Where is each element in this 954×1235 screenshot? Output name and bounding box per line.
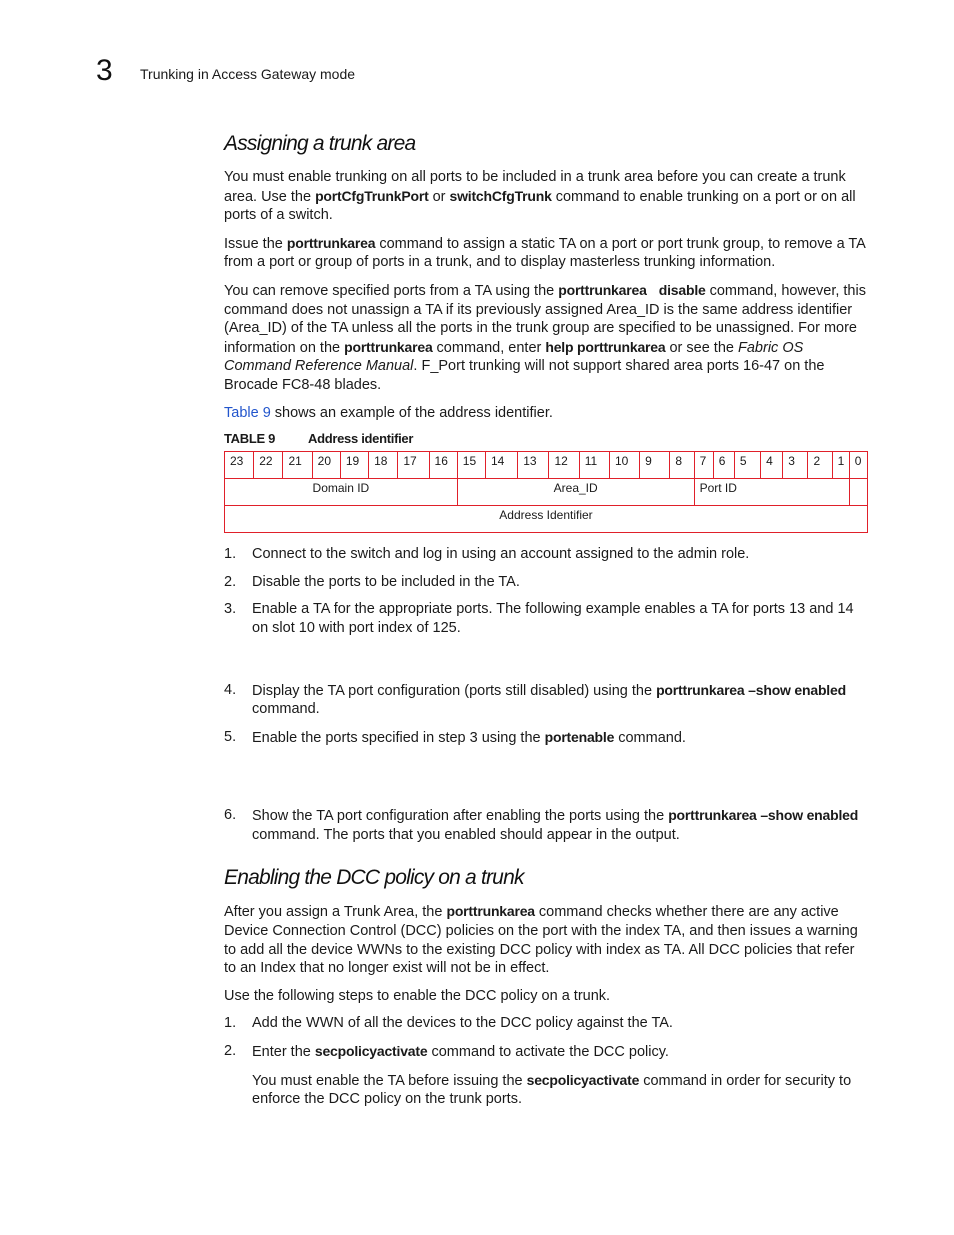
table-title: Address identifier — [308, 431, 414, 447]
bit-cell: 22 — [254, 452, 283, 479]
bit-cell: 13 — [518, 452, 549, 479]
step-text: Show the TA port configuration after enabling the ports using the — [252, 808, 669, 825]
page-content — [224, 130, 869, 1118]
step-text: command. The ports that you enabled should appear in the output. — [252, 826, 680, 843]
list-item — [224, 1014, 869, 1033]
text: or — [428, 188, 450, 205]
command-name: portenable — [544, 728, 615, 745]
step-number: 3. — [224, 601, 237, 618]
text: You must enable the TA before issuing the — [252, 1072, 527, 1089]
field-row — [225, 479, 868, 506]
bit-cell: 10 — [609, 452, 639, 479]
section-heading-assigning-trunk-area: Assigning a trunk area — [224, 132, 416, 155]
section-heading-enabling-dcc-policy: Enabling the DCC policy on a trunk — [224, 866, 524, 890]
text: command to enable trunking on a port or on all ports of a switch. — [224, 188, 856, 224]
text: shows an example of the address identifier. — [270, 404, 553, 421]
procedure-steps — [224, 545, 869, 844]
step-number: 2. — [224, 1043, 237, 1060]
text: command to assign a static TA on a port or port trunk group, to remove a TA from a port or group of ports in a trunk, and to display masterless trunking information. — [224, 235, 866, 271]
text: After you assign a Trunk Area, the — [224, 904, 447, 921]
paragraph: Use the following steps to enable the DCC policy on a trunk. — [224, 987, 611, 1004]
chapter-number: 3 — [96, 54, 113, 87]
step-text: Enable a TA for the appropriate ports. The following example enables a TA for ports 13 and 14 on slot 10 with port index of 125. — [252, 601, 854, 636]
bit-cell: 19 — [340, 452, 368, 479]
bit-cell: 18 — [369, 452, 398, 479]
step-text: Add the WWN of all the devices to the DCC policy against the TA. — [252, 1015, 673, 1032]
text: . F_Port trunking will not support shared area ports 16-47 on the Brocade FC8-48 blades. — [224, 358, 825, 393]
table-9-link[interactable]: Table 9 — [224, 404, 271, 421]
step-text: command. — [614, 729, 686, 746]
step-text: Disable the ports to be included in the TA. — [252, 573, 520, 590]
command-name: porttrunkarea — [446, 903, 535, 920]
spacer — [224, 756, 869, 806]
paragraph — [224, 234, 869, 272]
command-name: help porttrunkarea — [545, 338, 666, 355]
paragraph — [224, 404, 869, 423]
step-number: 4. — [224, 681, 237, 698]
command-name: secpolicyactivate — [526, 1071, 640, 1088]
table-number: TABLE 9 — [224, 431, 276, 447]
paragraph — [224, 168, 869, 225]
step-number: 1. — [224, 1015, 237, 1032]
manual-reference: Fabric OS Command Reference Manual — [224, 339, 804, 375]
bit-cell: 16 — [429, 452, 457, 479]
text: command, enter — [432, 339, 546, 356]
command-name: porttrunkarea –show enabled — [656, 681, 846, 698]
spacer — [224, 647, 869, 681]
bit-cell: 14 — [485, 452, 517, 479]
address-row — [225, 506, 868, 533]
command-name: portCfgTrunkPort — [315, 187, 429, 204]
command-name: switchCfgTrunk — [449, 187, 552, 204]
step-number: 6. — [224, 807, 237, 824]
bit-cell: 8 — [670, 452, 694, 479]
list-item — [224, 600, 869, 637]
step-text: command to activate the DCC policy. — [427, 1044, 669, 1061]
bit-cell: 20 — [312, 452, 340, 479]
step-number: 2. — [224, 573, 237, 590]
command-name: porttrunkarea — [558, 281, 647, 298]
bit-cell: 3 — [783, 452, 808, 479]
bit-cell: 12 — [549, 452, 579, 479]
bit-cell: 7 — [694, 452, 713, 479]
command-name: porttrunkarea — [286, 234, 376, 251]
bit-cell: 1 — [832, 452, 849, 479]
bit-cell: 11 — [579, 452, 609, 479]
bit-cell: 6 — [713, 452, 734, 479]
step-text: Display the TA port configuration (ports still disabled) using the — [252, 682, 657, 699]
text: command, however, this command does not unassign a TA if its previously assigned Area_ID is the same address identifier (Area_ID) of the TA unless all the ports in the trunk group are specified to be unassigned. For more information on the — [224, 282, 866, 356]
table-caption — [224, 431, 869, 446]
command-option: disable — [658, 281, 706, 298]
command-name: secpolicyactivate — [314, 1043, 428, 1060]
step-text: command. — [252, 701, 320, 718]
command-name: porttrunkarea –show enabled — [668, 807, 859, 824]
empty-cell — [849, 479, 867, 506]
step-text: Connect to the switch and log in using an account assigned to the admin role. — [252, 546, 750, 563]
command-name: porttrunkarea — [344, 338, 433, 355]
list-item — [224, 1042, 869, 1062]
domain-id-cell: Domain ID — [225, 479, 458, 506]
text: You must enable trunking on all ports to be included in a trunk area before you can create a trunk area. Use the — [224, 169, 846, 205]
bit-cell: 9 — [640, 452, 670, 479]
bit-cell: 4 — [761, 452, 783, 479]
paragraph — [224, 902, 869, 977]
bit-cell: 5 — [734, 452, 760, 479]
list-item — [224, 545, 869, 564]
chapter-title: Trunking in Access Gateway mode — [140, 66, 356, 82]
address-identifier-cell: Address Identifier — [225, 506, 868, 533]
bit-cell: 23 — [225, 452, 254, 479]
list-item — [224, 728, 869, 748]
text: You can remove specified ports from a TA using the — [224, 282, 559, 299]
list-item — [224, 806, 869, 844]
port-id-cell: Port ID — [694, 479, 849, 506]
text: command checks whether there are any active Device Connection Control (DCC) policies on the port with the index TA, and then issues a warning to add all the device WWNs to the existing DCC policy with index as TA. All DCC policies that refer to an Index that no longer exist will not be in effect. — [224, 904, 858, 977]
area-id-cell: Area_ID — [457, 479, 694, 506]
bit-cell: 15 — [457, 452, 485, 479]
step-text: Enable the ports specified in step 3 using the — [252, 729, 545, 746]
address-identifier-table — [224, 451, 868, 533]
step-number: 5. — [224, 728, 237, 745]
bit-row — [225, 452, 868, 479]
text: or see the — [665, 339, 738, 356]
paragraph — [224, 281, 869, 395]
bit-cell: 2 — [808, 452, 832, 479]
bit-cell: 21 — [283, 452, 312, 479]
text: command in order for security to enforce the DCC policy on the trunk ports. — [252, 1072, 852, 1108]
step-number: 1. — [224, 546, 237, 563]
note-paragraph — [224, 1071, 869, 1109]
bit-cell: 17 — [398, 452, 429, 479]
bit-cell: 0 — [849, 452, 867, 479]
list-item — [224, 681, 869, 719]
step-text: Enter the — [252, 1044, 315, 1061]
text: Issue the — [224, 235, 287, 252]
list-item — [224, 573, 869, 592]
dcc-procedure-steps — [224, 1014, 869, 1061]
